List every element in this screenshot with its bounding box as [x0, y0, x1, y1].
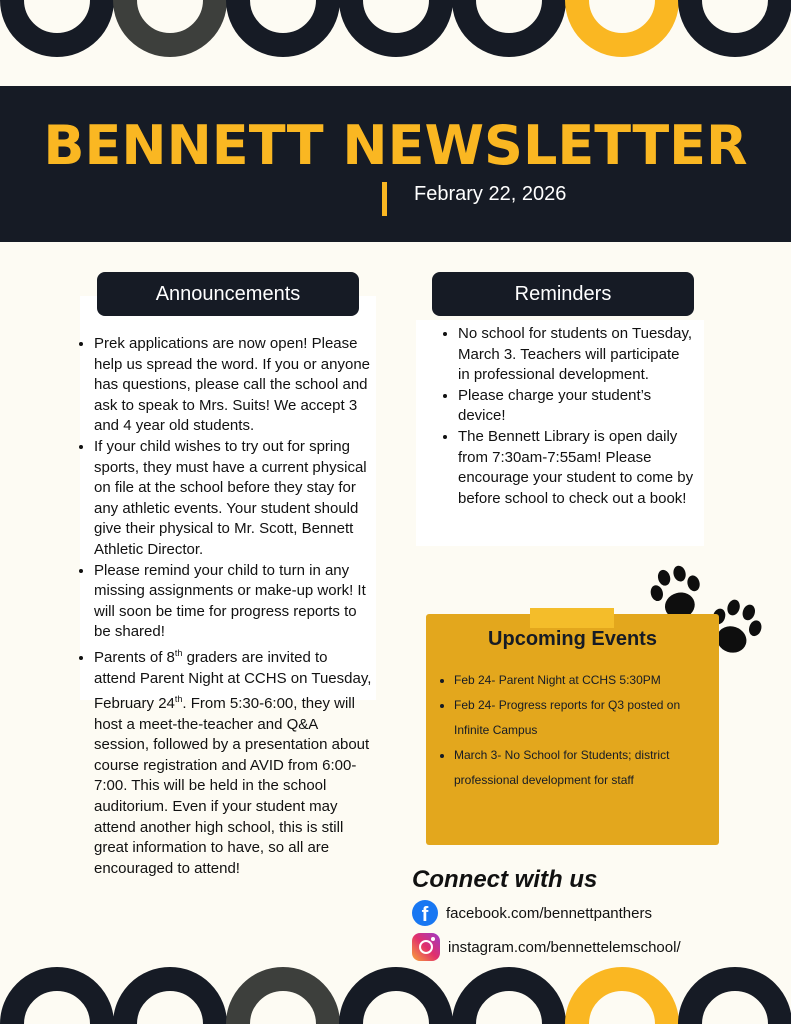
- ring-decoration: [113, 967, 227, 1024]
- facebook-link-row[interactable]: [412, 900, 652, 926]
- upcoming-events-heading: Upcoming Events: [488, 628, 657, 650]
- header-banner: [0, 86, 791, 242]
- announcements-heading: Announcements: [97, 272, 359, 316]
- ring-decoration: [565, 0, 679, 57]
- list-item: • The Bennett Library is open daily from 7:30am-7:55am! Please encourage your student to come by before school to check out a book!: [458, 427, 694, 509]
- instagram-link[interactable]: instagram.com/bennettelemschool/: [448, 938, 681, 956]
- list-item: • March 3- No School for Students; district professional development for staff: [454, 743, 708, 793]
- announcements-list: [76, 334, 372, 879]
- newsletter-title: BENNETT NEWSLETTER: [43, 114, 748, 177]
- ring-decoration: [226, 967, 340, 1024]
- ring-decoration: [339, 0, 453, 57]
- events-list: [438, 668, 708, 793]
- ring-decoration: [678, 967, 791, 1024]
- instagram-icon: [412, 933, 440, 961]
- newsletter-date: Febrary 22, 2026: [414, 183, 567, 205]
- list-item: • Feb 24- Parent Night at CCHS 5:30PM: [454, 668, 708, 693]
- list-item: • Parents of 8th graders are invited to attend Parent Night at CCHS on Tuesday, February 24th. From 5:30-6:00, they will host a meet-the-teacher and Q&A session, followed by a presentation about course registration and AVID from 6:00-7:00. This will be held in the school auditorium. Even if your student may attend another high school, this is still great information to have, so all are encouraged to attend!: [94, 643, 372, 880]
- ring-decoration: [678, 0, 791, 57]
- accent-bar: [382, 182, 387, 216]
- instagram-link-row[interactable]: [412, 933, 681, 961]
- ring-decoration: [113, 0, 227, 57]
- ring-decoration: [0, 0, 114, 57]
- reminders-list: [440, 324, 694, 509]
- ring-decoration: [0, 967, 114, 1024]
- connect-heading: Connect with us: [412, 866, 598, 893]
- list-item: • If your child wishes to try out for spring sports, they must have a current physical on file at the school before they stay for any athletic events. Your student should give their physical to Mr. Scott, Bennett Athletic Director.: [94, 437, 372, 561]
- ring-decoration: [452, 0, 566, 57]
- ring-decoration: [226, 0, 340, 57]
- ring-decoration: [339, 967, 453, 1024]
- reminders-heading: Reminders: [432, 272, 694, 316]
- list-item: • Please charge your student’s device!: [458, 386, 694, 427]
- facebook-link[interactable]: facebook.com/bennettpanthers: [446, 904, 652, 922]
- tape-decoration: [530, 608, 614, 628]
- facebook-icon: f: [412, 900, 438, 926]
- ring-decoration: [565, 967, 679, 1024]
- list-item: • Please remind your child to turn in any missing assignments or make-up work! It will soon be time for progress reports to be shared!: [94, 561, 372, 643]
- list-item: • Feb 24- Progress reports for Q3 posted on Infinite Campus: [454, 693, 708, 743]
- list-item: • Prek applications are now open! Please help us spread the word. If you or anyone has questions, please call the school and ask to speak to Mrs. Suits! We accept 3 and 4 year old students.: [94, 334, 372, 437]
- ring-decoration: [452, 967, 566, 1024]
- list-item: • No school for students on Tuesday, March 3. Teachers will participate in professional development.: [458, 324, 694, 386]
- upcoming-events-card: [426, 614, 719, 845]
